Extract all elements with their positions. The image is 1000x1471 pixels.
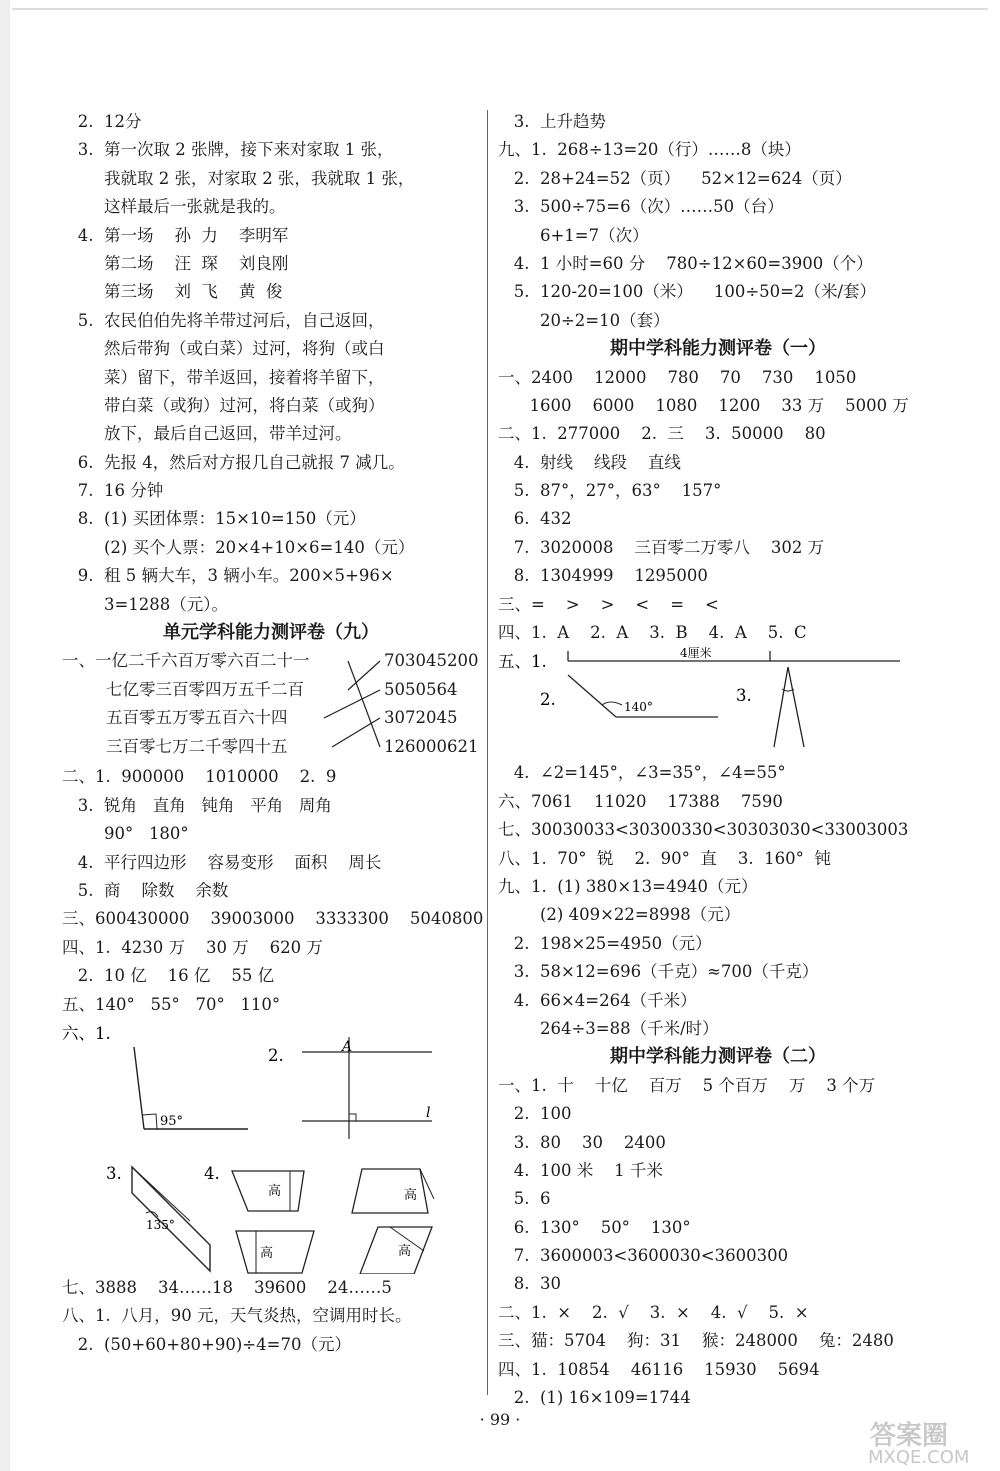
answer-line: 7. 16 分钟 <box>62 481 164 501</box>
answer-line: 一、1. 十 十亿 百万 5 个百万 万 3 个万 <box>498 1075 876 1095</box>
answer-line: 二、1. 277000 2. 三 3. 50000 80 <box>498 424 826 444</box>
answer-line: 第二场 汪 琛 刘良刚 <box>62 253 289 273</box>
answer-line: 5. 87°，27°，63° 157° <box>498 481 722 501</box>
answer-line: 六、7061 11020 17388 7590 <box>498 791 783 811</box>
answer-line: 2. 12分 <box>62 112 142 131</box>
match-line <box>332 718 380 747</box>
answers-block-continued <box>62 108 480 619</box>
point-label: A <box>342 1038 353 1055</box>
answer-line: 3. 第一次取 2 张牌，接下来对家取 1 张， <box>62 140 394 160</box>
answer-line: 7. 3600003<3600030<3600300 <box>498 1246 789 1266</box>
answer-line: 五、140° 55° 70° 110° <box>62 994 281 1014</box>
right-column <box>498 108 938 1412</box>
answer-line: 四、1. A 2. A 3. B 4. A 5. C <box>498 623 807 643</box>
matching-right-item: 3072045 <box>384 708 458 728</box>
answer-line: 5. 农民伯伯先将羊带过河后，自己返回， <box>62 310 385 330</box>
answer-line: 放下，最后自己返回，带羊过河。 <box>62 424 352 444</box>
matching-left-item: 五百零五万零五百六十四 <box>106 708 288 728</box>
angle-label: 135° <box>146 1217 175 1232</box>
figure-section-6 <box>62 1019 480 1274</box>
answer-line: 三、600430000 39003000 3333300 5040800 <box>62 909 484 929</box>
geometry-figures <box>62 1019 480 1274</box>
section-heading-midterm-2: 期中学科能力测评卷（二） <box>610 1046 826 1068</box>
page-number: · 99 · <box>479 1410 521 1429</box>
column-divider <box>487 110 488 1395</box>
angle-ray <box>568 675 616 717</box>
angle-arc <box>602 702 622 705</box>
answer-line: 一、2400 12000 780 70 730 1050 <box>498 367 857 387</box>
answer-line: 5. 120-20=100（米） 100÷50=2（米/套） <box>498 282 877 302</box>
answer-line: (2) 409×22=8998（元） <box>498 905 741 925</box>
answers-block-sections-7-8 <box>62 1274 480 1359</box>
page-edge-shadow <box>0 0 10 1471</box>
answer-line: 7. 3020008 三百零二万零八 302 万 <box>498 537 825 557</box>
left-column <box>62 108 484 1359</box>
angle-label: 140° <box>624 700 653 715</box>
answer-line: 第三场 刘 飞 黄 俊 <box>62 282 283 302</box>
answer-line: 七、3888 34……18 39600 24……5 <box>62 1277 392 1297</box>
answer-line: 这样最后一张就是我的。 <box>62 197 286 217</box>
answer-line: 带白菜（或狗）过河，将白菜（或狗） <box>62 395 385 415</box>
trapezoid <box>236 1231 314 1273</box>
matching-left-item: 一、一亿二千六百万零六百二十一 <box>62 651 310 671</box>
matching-left-item: 七亿零三百零四万五千二百 <box>106 679 304 699</box>
angle-label: 95° <box>160 1113 184 1129</box>
angle-ray <box>788 667 804 747</box>
fig-label: 六、1. <box>62 1023 111 1043</box>
answer-line: 2. (1) 16×109=1744 <box>498 1388 691 1408</box>
answer-line: 6+1=7（次） <box>498 225 649 245</box>
answer-line: 5. 6 <box>498 1189 551 1209</box>
answer-line: 4. 1 小时=60 分 780÷12×60=3900（个） <box>498 253 873 273</box>
parallelogram <box>360 1227 432 1274</box>
height-label: 高 <box>404 1187 418 1203</box>
answer-line: 3. 80 30 2400 <box>498 1132 666 1152</box>
section-heading-midterm-1: 期中学科能力测评卷（一） <box>610 338 826 360</box>
answer-line: 6. 130° 50° 130° <box>498 1217 691 1237</box>
answer-line: 三、= > > < = < <box>498 594 719 614</box>
figure-section-5 <box>498 647 938 759</box>
length-label: 4厘米 <box>680 647 712 661</box>
answer-line: 3. 上升趋势 <box>498 112 606 131</box>
answer-line: 九、1. (1) 380×13=4940（元） <box>498 876 758 896</box>
answer-line: 8. 1304999 1295000 <box>498 566 708 586</box>
watermark-url: MXQE.COM <box>868 1447 970 1468</box>
match-line <box>324 690 380 718</box>
answer-line: 4. 平行四边形 容易变形 面积 周长 <box>62 852 382 872</box>
height-line <box>132 1167 190 1221</box>
matching-right-item: 126000621 <box>384 736 479 756</box>
answer-line: 2. 28+24=52（页） 52×12=624（页） <box>498 168 852 188</box>
answers-block-midterm-1 <box>498 364 938 648</box>
answer-line: 3=1288（元）。 <box>62 594 229 614</box>
answer-line: 6. 432 <box>498 509 572 529</box>
answer-line: 三、猫：5704 狗：31 猴：248000 兔：2480 <box>498 1331 894 1351</box>
answer-line: 菜）留下，带羊返回，接着将羊留下， <box>62 367 385 387</box>
answer-line: 6. 先报 4，然后对方报几自己就报 7 减几。 <box>62 452 405 472</box>
geometry-figures-right <box>498 647 938 759</box>
answer-line: 3. 58×12=696（千克）≈700（千克） <box>498 962 819 982</box>
answer-line: 4. 66×4=264（千米） <box>498 990 697 1010</box>
answer-line: 5. 商 除数 余数 <box>62 880 229 900</box>
answer-line: 2. 198×25=4950（元） <box>498 933 712 953</box>
answer-line: 9. 租 5 辆大车，3 辆小车。200×5+96× <box>62 566 394 586</box>
answer-line: 1600 6000 1080 1200 33 万 5000 万 <box>498 395 909 415</box>
answer-line: 8. (1) 买团体票：15×10=150（元） <box>62 509 366 529</box>
answer-line: 90° 180° <box>62 824 189 844</box>
fig-label: 2. <box>540 690 556 710</box>
answer-line: 4. 第一场 孙 力 李明军 <box>62 225 289 245</box>
answer-line: 2. 10 亿 16 亿 55 亿 <box>62 966 275 986</box>
fig-label: 4. <box>204 1163 220 1183</box>
answer-line: 然后带狗（或白菜）过河，将狗（或白 <box>62 339 385 359</box>
answer-line: 8. 30 <box>498 1274 561 1294</box>
height-label: 高 <box>260 1245 274 1261</box>
answers-block-midterm-1-cont <box>498 759 938 1043</box>
matching-left-item: 三百零七万二千零四十五 <box>106 736 288 756</box>
matching-exercise <box>62 647 480 763</box>
angle-ray <box>134 1047 144 1129</box>
answer-line: 264÷3=88（千米/时） <box>498 1018 719 1038</box>
answer-line: 2. 100 <box>498 1104 572 1124</box>
answer-line: 3. 500÷75=6（次）……50（台） <box>498 197 784 217</box>
answer-line: 4. 射线 线段 直线 <box>498 452 681 472</box>
fig-label: 3. <box>106 1163 122 1183</box>
answer-line: 4. 100 米 1 千米 <box>498 1160 663 1180</box>
answers-block-continued-right <box>498 108 938 335</box>
answer-line: 我就取 2 张，对家取 2 张，我就取 1 张， <box>62 168 415 188</box>
answers-block-midterm-2 <box>498 1072 938 1413</box>
answer-line: 七、30030033<30300330<30303030<33003003 <box>498 820 909 840</box>
section-heading-unit-9: 单元学科能力测评卷（九） <box>163 622 379 644</box>
answers-block-unit-9 <box>62 763 484 1019</box>
answer-line: 20÷2=10（套） <box>498 310 670 330</box>
matching-right-item: 703045200 <box>384 651 479 671</box>
answer-line: (2) 买个人票：20×4+10×6=140（元） <box>62 537 415 557</box>
matching-right-item: 5050564 <box>384 679 458 699</box>
answer-line: 4. ∠2=145°，∠3=35°，∠4=55° <box>498 763 786 783</box>
top-rule <box>12 8 988 10</box>
height-label: 高 <box>398 1243 412 1259</box>
answer-line: 3. 锐角 直角 钝角 平角 周角 <box>62 795 332 815</box>
height-label: 高 <box>268 1183 282 1199</box>
answer-line: 二、1. × 2. √ 3. × 4. √ 5. × <box>498 1302 809 1322</box>
matching-lines <box>62 647 480 763</box>
answer-line: 四、1. 4230 万 30 万 620 万 <box>62 937 323 957</box>
answer-line: 二、1. 900000 1010000 2. 9 <box>62 767 337 787</box>
answer-line: 四、1. 10854 46116 15930 5694 <box>498 1359 820 1379</box>
line-label: l <box>426 1104 431 1121</box>
fig-label: 五、1. <box>498 652 547 672</box>
answer-line: 九、1. 268÷13=20（行）……8（块） <box>498 140 801 160</box>
watermark-logo-text: 答案圈 <box>870 1421 949 1451</box>
fig-label: 2. <box>268 1045 284 1065</box>
answer-line: 八、1. 八月，90 元，天气炎热，空调用时长。 <box>62 1306 412 1326</box>
answer-line: 八、1. 70° 锐 2. 90° 直 3. 160° 钝 <box>498 848 831 868</box>
angle-ray <box>774 667 788 747</box>
right-angle-mark <box>349 1114 356 1121</box>
answer-line: 2. (50+60+80+90)÷4=70（元） <box>62 1334 351 1354</box>
fig-label: 3. <box>736 686 752 706</box>
